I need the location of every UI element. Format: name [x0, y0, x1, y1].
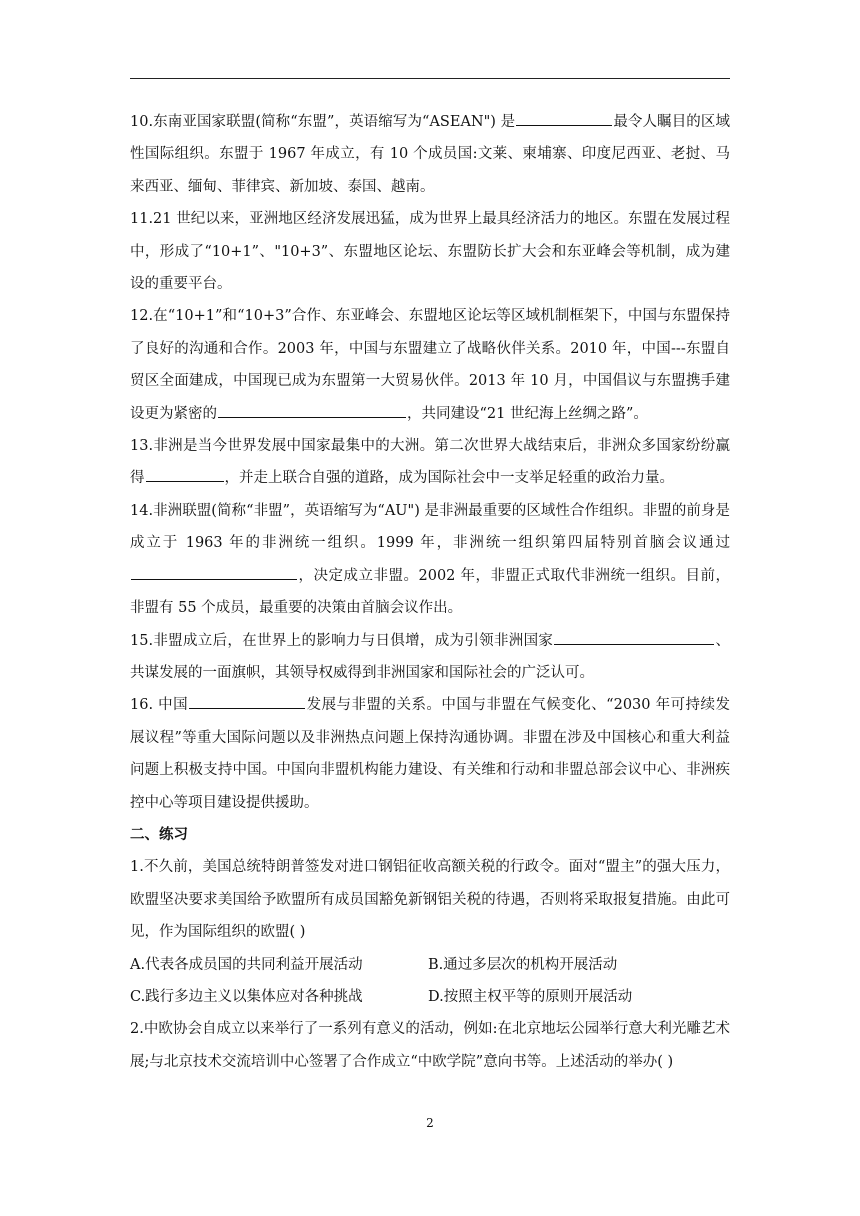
- item-12: 12.在“10+1”和“10+3”合作、东亚峰会、东盟地区论坛等区域机制框架下，中国与东盟保持了良好的沟通和合作。2003 年，中国与东盟建立了战略伙伴关系。2010 年，中国---东盟自贸区全面建成，中国现已成为东盟第一大贸易伙伴。2013 年 10 月，中国倡议与东盟携手建设更为紧密的 ，共同建设“21 世纪海上丝绸之路”。: [130, 308, 730, 422]
- answer-blank[interactable]: [131, 563, 297, 580]
- item-16: 16. 中国 发展与非盟的关系。中国与非盟在气候变化、“2030 年可持续发展议程”等重大国际问题以及非洲热点问题上保持沟通协调。非盟在涉及中国核心和重大利益问题上积极支持中国。中国向非盟机构能力建设、有关维和行动和非盟总部会议中心、非洲疾控中心等项目建设提供援助。: [130, 689, 730, 819]
- answer-blank[interactable]: [218, 401, 406, 418]
- item-14: 14.非洲联盟(简称“非盟”，英语缩写为“AU") 是非洲最重要的区域性合作组织。非盟的前身是成立于 1963 年的非洲统一组织。1999 年，非洲统一组织第四届特别首脑会议通过，决定成立非盟。2002 年，非盟正式取代非洲统一组织。目前，非盟有 55 个成员，最重要的决策由首脑会议作出。: [130, 502, 730, 617]
- item-11: 11.21 世纪以来，亚洲地区经济发展迅猛，成为世界上最具经济活力的地区。东盟在发展过程中，形成了“10+1”、"10+3”、东盟地区论坛、东盟防长扩大会和东亚峰会等机制，成为建设的重要平台。: [130, 211, 730, 293]
- answer-blank[interactable]: [554, 628, 714, 645]
- page-number: 2: [426, 1116, 434, 1130]
- option-a[interactable]: A.代表各成员国的共同利益开展活动: [130, 956, 363, 973]
- exercise-2-stem: 2.中欧协会自成立以来举行了一系列有意义的活动，例如:在北京地坛公园举行意大利光雕艺术展;与北京技术交流培训中心签署了合作成立“中欧学院”意向书等。上述活动的举办( ): [130, 1021, 730, 1070]
- option-d[interactable]: D.按照主权平等的原则开展活动: [428, 988, 633, 1005]
- section-heading: 二、练习: [130, 826, 188, 843]
- item-15: 15.非盟成立后，在世界上的影响力与日俱增，成为引领非洲国家 、共谋发展的一面旗帜，其领导权威得到非洲国家和国际社会的广泛认可。: [130, 625, 730, 690]
- exercise-1-options-row-1: [130, 949, 730, 981]
- document-body: [130, 106, 730, 1078]
- answer-blank[interactable]: [189, 692, 305, 709]
- header-rule: [130, 78, 730, 79]
- option-b[interactable]: B.通过多层次的机构开展活动: [428, 956, 618, 973]
- answer-blank[interactable]: [146, 465, 224, 482]
- exercise-1-stem: 1.不久前，美国总统特朗普签发对进口钢铝征收高额关税的行政令。面对“盟主”的强大压力，欧盟坚决要求美国给予欧盟所有成员国豁免新钢铝关税的待遇，否则将采取报复措施。由此可见，作为国际组织的欧盟( ): [130, 859, 730, 941]
- exercise-1-options-row-2: [130, 981, 730, 1013]
- item-10: 10.东南亚国家联盟(简称“东盟”，英语缩写为“ASEAN") 是 最令人瞩目的区域性国际组织。东盟于 1967 年成立，有 10 个成员国:文莱、柬埔寨、印度尼西亚、老挝、马来西亚、缅甸、菲律宾、新加坡、泰国、越南。: [130, 106, 730, 203]
- item-13: 13.非洲是当今世界发展中国家最集中的大洲。第二次世界大战结束后，非洲众多国家纷纷赢得 ，并走上联合自强的道路，成为国际社会中一支举足轻重的政治力量。: [130, 438, 730, 487]
- answer-blank[interactable]: [516, 109, 612, 126]
- option-c[interactable]: C.践行多边主义以集体应对各种挑战: [130, 988, 363, 1005]
